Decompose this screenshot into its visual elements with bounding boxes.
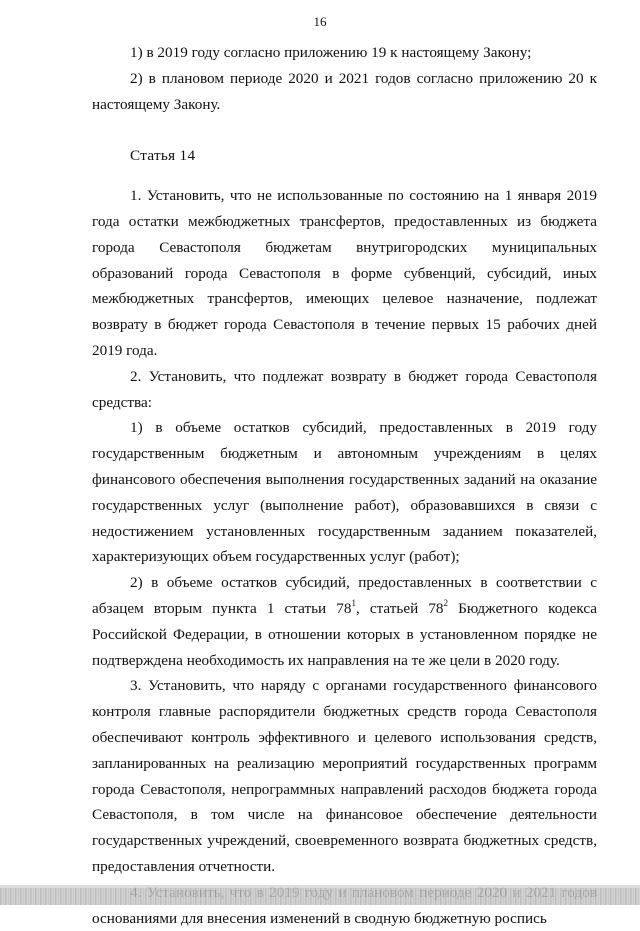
paragraph: 3. Установить, что наряду с органами государственного финансового контроля главные распорядители бюджетных средств города Севастополя обеспечивают контроль эффективного и целевого использования средств, запланированных на реализацию мероприятий государственных программ города Севастополя, непрограммных направлений расходов бюджета города Севастополя, в том числе на финансовое обеспечение деятельности государственных учреждений, своевременного возврата бюджетных средств, предоставления отчетности. [92, 677, 597, 875]
document-body [92, 40, 597, 931]
superscript: 2 [443, 597, 449, 608]
spacer [92, 169, 597, 183]
spacer [92, 117, 597, 143]
scan-edge-strip [0, 885, 640, 905]
sub-item-text: Бюджетного кодекса Российской Федерации, в отношении которых в установленном порядке не подтверждена необходимость их направления на те же цели в 2020 году. [92, 599, 597, 669]
sub-item [92, 570, 597, 673]
superscript: 1 [351, 597, 356, 608]
list-item: 1) в 2019 году согласно приложению 19 к настоящему Закону; [130, 44, 532, 61]
list-item: 2) в плановом периоде 2020 и 2021 годов согласно приложению 20 к настоящему Закону. [92, 69, 597, 113]
paragraph: 2. Установить, что подлежат возврату в бюджет города Севастополя средства: [92, 367, 597, 411]
sub-item-text: , статьей 78 [355, 599, 444, 617]
page-number: 16 [313, 14, 327, 29]
sub-item-text: 2) в объеме остатков субсидий, предоставленных в соответствии с абзацем вторым пункта 1 статьи 78 [92, 574, 597, 617]
article-heading [92, 143, 597, 169]
sub-item: 1) в объеме остатков субсидий, предоставленных в 2019 году государственным бюджетным и автономным учреждениям в целях финансового обеспечения выполнения государственных заданий на оказание государственных услуг (выполнение работ), образовавшихся в связи с недостижением установленных государственным заданием показателей, характеризующих объем государственных услуг (работ); [92, 419, 597, 566]
article-heading-text: Статья 14 [130, 147, 196, 165]
paragraph: 1. Установить, что не использованные по состоянию на 1 января 2019 года остатки межбюджетных трансфертов, предоставленных из бюджета города Севастополя бюджетам внутригородских муниципальных образований города Севастополя в форме субвенций, субсидий, иных межбюджетных трансфертов, имеющих целевое назначение, подлежат возврату в бюджет города Севастополя в течение первых 15 рабочих дней 2019 года. [92, 187, 597, 359]
paragraph: основаниями для внесения изменений в сводную бюджетную роспись [92, 909, 547, 927]
